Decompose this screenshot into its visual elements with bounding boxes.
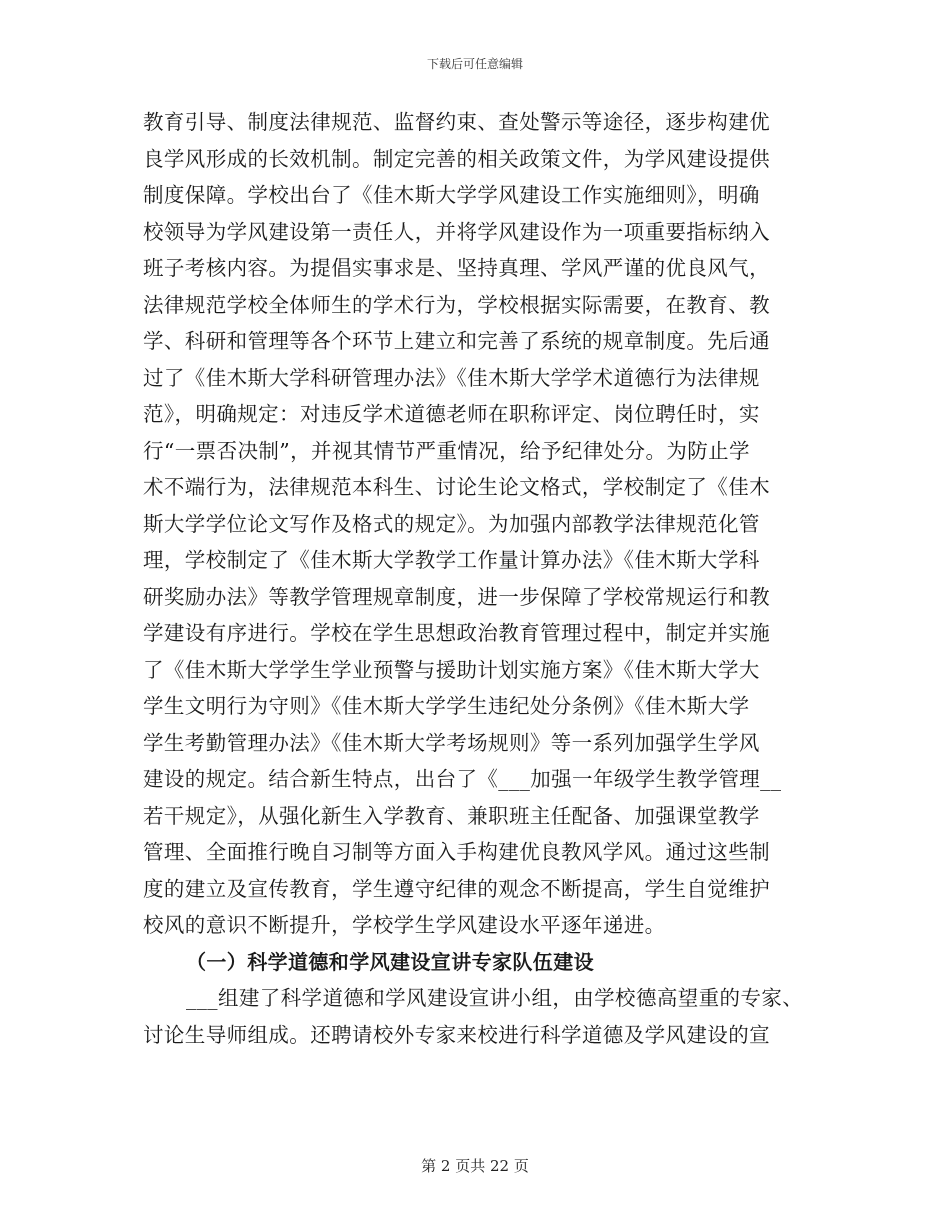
- paragraph-line: 校领导为学风建设第一责任人，并将学风建设作为一项重要指标纳入: [143, 219, 770, 244]
- paragraph-line: 校风的意识不断提升，学校学生学风建设水平逐年递进。: [143, 913, 666, 937]
- paragraph-line: 行“一票否决制”，并视其情节严重情况，给予纪律处分。为防止学: [143, 438, 750, 463]
- paragraph-line: 管理、全面推行晚自习制等方面入手构建优良教风学风。通过这些制: [143, 840, 770, 864]
- paragraph-line: 范》，明确规定：对违反学术道德老师在职称评定、岗位聘任时，实: [143, 402, 760, 426]
- paragraph-line: 学、科研和管理等各个环节上建立和完善了系统的规章制度。先后通: [143, 329, 770, 353]
- paragraph-line: 学生考勤管理办法》《佳木斯大学考场规则》等一系列加强学生学风: [143, 730, 760, 755]
- paragraph-line: 教育引导、制度法律规范、监督约束、查处警示等途径，逐步构建优: [143, 110, 770, 134]
- paragraph-line: 研奖励办法》等教学管理规章制度，进一步保障了学校常规运行和教: [143, 584, 770, 609]
- paragraph-line: 术不端行为，法律规范本科生、讨论生论文格式，学校制定了《佳木: [143, 475, 770, 499]
- page-header-note: 下载后可任意编辑: [426, 57, 523, 71]
- document-body: [143, 104, 813, 1053]
- paragraph-line: 若干规定》，从强化新生入学教育、兼职班主任配备、加强课堂教学: [143, 803, 760, 828]
- paragraph-line: 良学风形成的长效机制。制定完善的相关政策文件，为学风建设提供: [143, 146, 770, 171]
- page-number: 第 2 页共 22 页: [421, 1157, 529, 1175]
- section-heading: （一）科学道德和学风建设宣讲专家队伍建设: [186, 949, 594, 974]
- paragraph-line: 了《佳木斯大学学生学业预警与援助计划实施方案》《佳木斯大学大: [143, 657, 760, 682]
- paragraph-line: 法律规范学校全体师生的学术行为，学校根据实际需要，在教育、教: [143, 292, 770, 317]
- paragraph-line: 理，学校制定了《佳木斯大学教学工作量计算办法》《佳木斯大学科: [143, 548, 760, 572]
- paragraph-line: 制度保障。学校出台了《佳木斯大学学风建设工作实施细则》，明确: [143, 183, 760, 207]
- paragraph-line: 学生文明行为守则》《佳木斯大学学生违纪处分条例》《佳木斯大学: [143, 694, 750, 718]
- paragraph-line: 过了《佳木斯大学科研管理办法》《佳木斯大学学术道德行为法律规: [143, 365, 760, 390]
- paragraph-line: 建设的规定。结合新生特点，出台了《___加强一年级学生教学管理__: [143, 767, 782, 791]
- paragraph-line: ___组建了科学道德和学风建设宣讲小组，由学校德高望重的专家、: [186, 986, 804, 1010]
- paragraph-line: 斯大学学位论文写作及格式的规定》。为加强内部教学法律规范化管: [143, 511, 760, 536]
- paragraph-line: 度的建立及宣传教育，学生遵守纪律的观念不断提高，学生自觉维护: [143, 876, 770, 901]
- paragraph-line: 班子考核内容。为提倡实事求是、坚持真理、学风严谨的优良风气，: [143, 256, 770, 280]
- paragraph-line: 讨论生导师组成。还聘请校外专家来校进行科学道德及学风建设的宣: [143, 1022, 770, 1047]
- paragraph-line: 学建设有序进行。学校在学生思想政治教育管理过程中，制定并实施: [143, 621, 770, 645]
